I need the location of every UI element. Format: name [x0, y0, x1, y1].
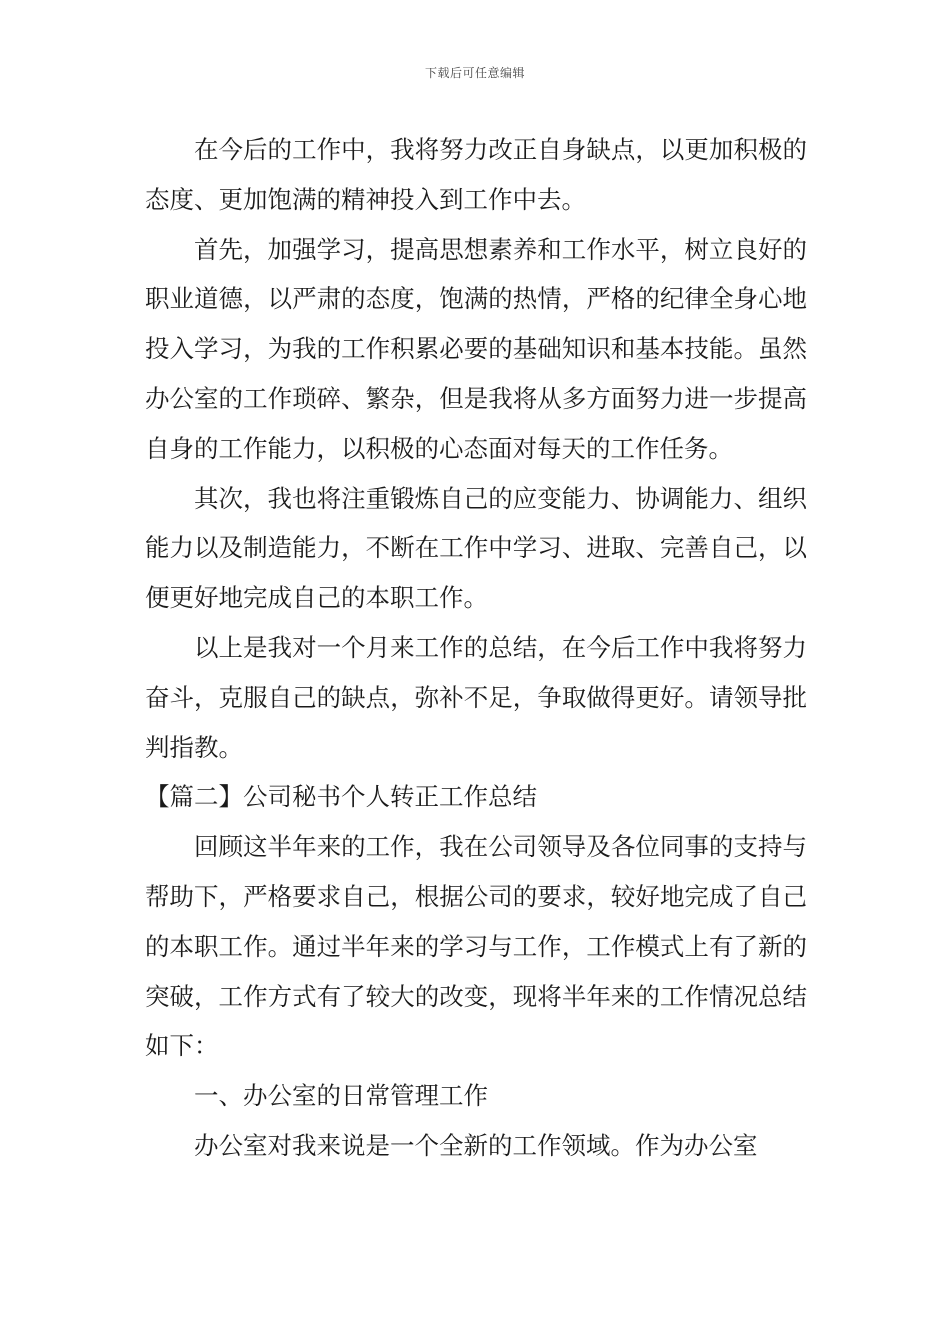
- paragraph-first-study: 首先，加强学习，提高思想素养和工作水平，树立良好的职业道德，以严肃的态度，饱满的热情，严格的纪律全身心地投入学习，为我的工作积累必要的基础知识和基本技能。虽然办公室的工作琐碎、繁杂，但是我将从多方面努力进一步提高自身的工作能力，以积极的心态面对每天的工作任务。: [145, 234, 807, 463]
- paragraph-improvement: 在今后的工作中，我将努力改正自身缺点，以更加积极的态度、更加饱满的精神投入到工作中去。: [145, 135, 807, 214]
- subheading-daily-management: 一、办公室的日常管理工作: [194, 1081, 488, 1111]
- paragraph-second-abilities: 其次，我也将注重锻炼自己的应变能力、协调能力、组织能力以及制造能力，不断在工作中学习、进取、完善自己，以便更好地完成自己的本职工作。: [145, 483, 807, 613]
- page-header: 下载后可任意编辑: [424, 66, 525, 80]
- section-heading-part-two: 【篇二】公司秘书个人转正工作总结: [145, 782, 537, 812]
- paragraph-office-intro: 办公室对我来说是一个全新的工作领域。作为办公室: [194, 1130, 758, 1160]
- paragraph-review: 回顾这半年来的工作，我在公司领导及各位同事的支持与帮助下，严格要求自己，根据公司的要求，较好地完成了自己的本职工作。通过半年来的学习与工作，工作模式上有了新的突破，工作方式有了较大的改变，现将半年来的工作情况总结如下：: [145, 832, 807, 1061]
- document-body: [145, 125, 807, 1171]
- paragraph-summary-closing: 以上是我对一个月来工作的总结，在今后工作中我将努力奋斗，克服自己的缺点，弥补不足，争取做得更好。请领导批判指教。: [145, 632, 807, 762]
